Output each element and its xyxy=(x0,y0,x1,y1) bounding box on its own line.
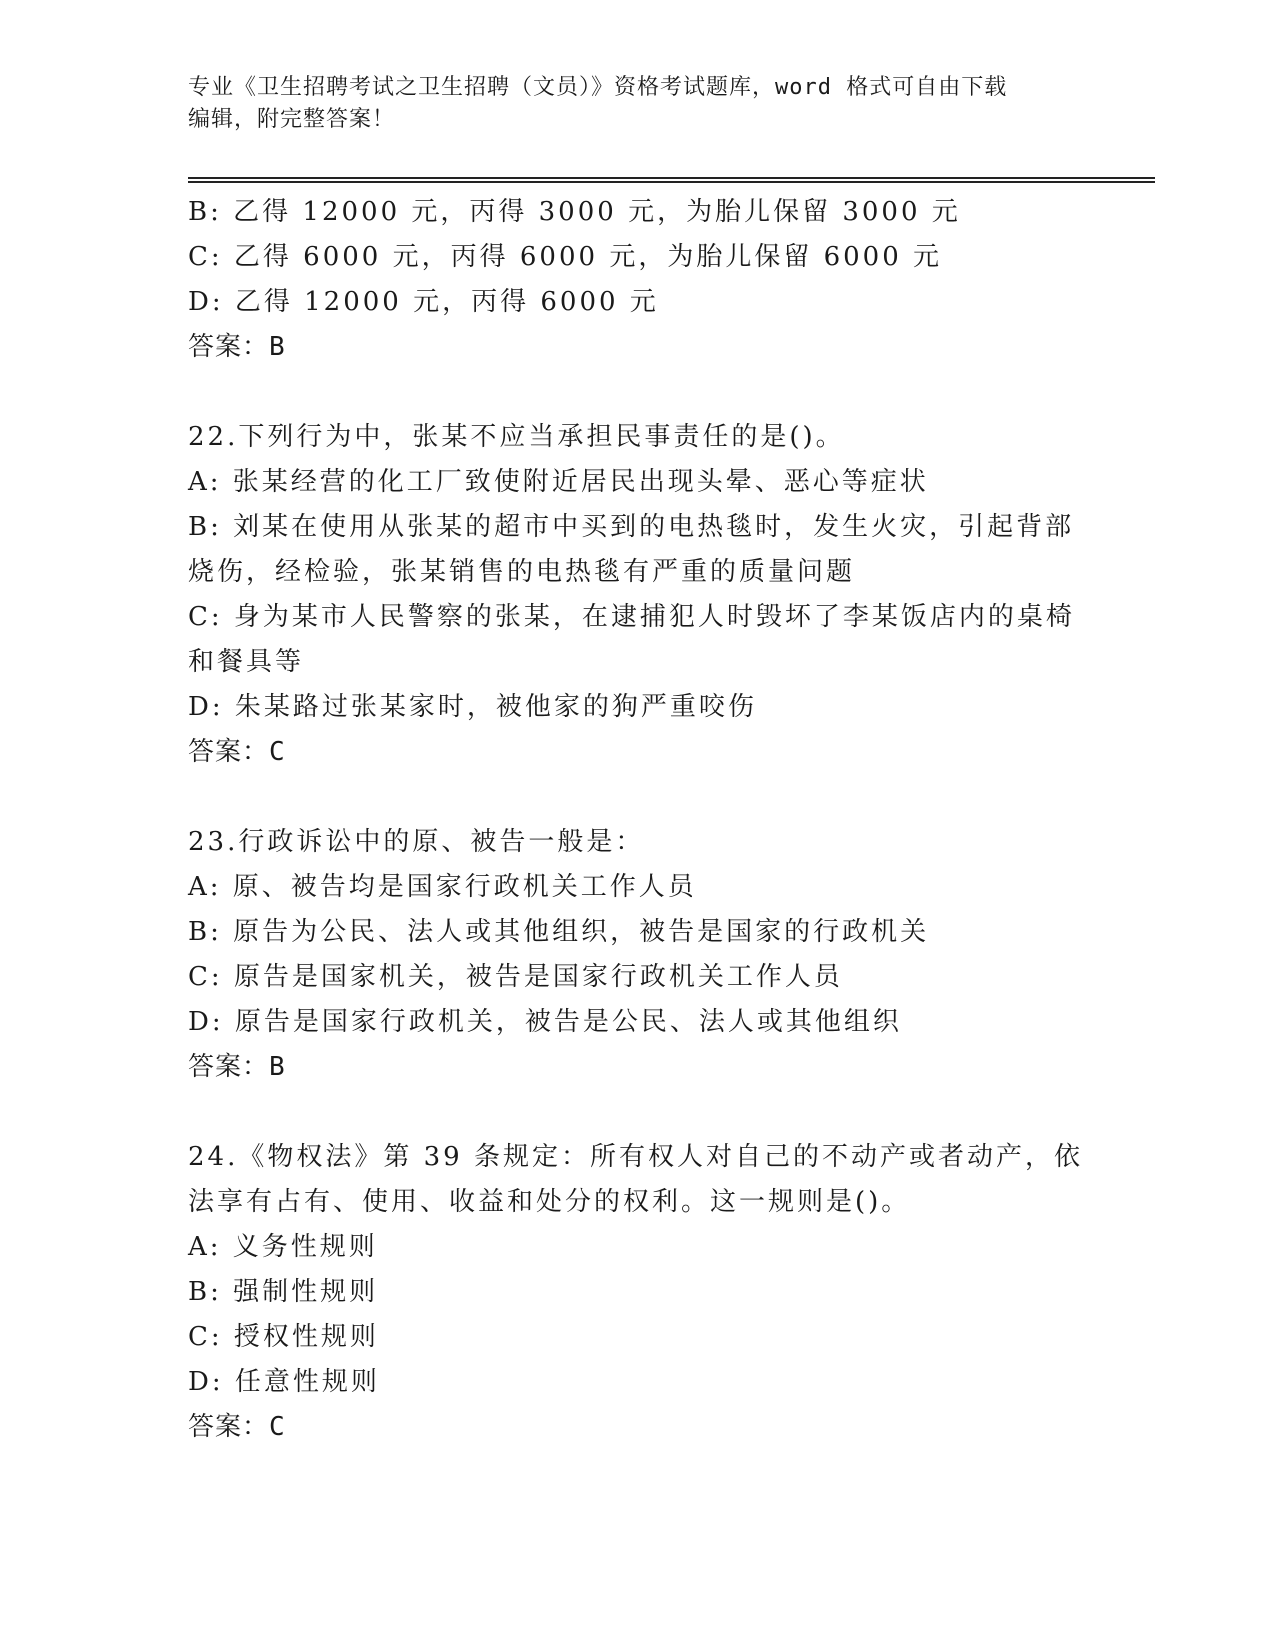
q21-option-d: D: 乙得 12000 元，丙得 6000 元 xyxy=(188,287,659,317)
question-23 xyxy=(188,820,1088,1090)
q22-option-b-line-2: 烧伤，经检验，张某销售的电热毯有严重的质量问题 xyxy=(188,557,856,587)
q23-option-b: B: 原告为公民、法人或其他组织，被告是国家的行政机关 xyxy=(188,917,930,947)
header-line-2: 编辑，附完整答案！ xyxy=(188,107,396,132)
q24-answer: 答案：C xyxy=(188,1412,286,1442)
header-divider-top xyxy=(188,177,1155,179)
q24-option-d: D: 任意性规则 xyxy=(188,1367,380,1397)
q21-answer: 答案：B xyxy=(188,332,286,362)
q21-option-b: B: 乙得 12000 元，丙得 3000 元，为胎儿保留 3000 元 xyxy=(188,197,961,227)
question-21 xyxy=(188,190,1088,370)
document-header xyxy=(188,72,1088,136)
q22-answer: 答案：C xyxy=(188,737,286,767)
q24-option-c: C: 授权性规则 xyxy=(188,1322,379,1352)
q23-option-c: C: 原告是国家机关，被告是国家行政机关工作人员 xyxy=(188,962,843,992)
q22-option-d: D: 朱某路过张某家时，被他家的狗严重咬伤 xyxy=(188,692,757,722)
header-line-1: 专业《卫生招聘考试之卫生招聘（文员）》资格考试题库，word 格式可自由下载 xyxy=(188,75,1008,100)
q23-answer: 答案：B xyxy=(188,1052,286,1082)
q24-option-b: B: 强制性规则 xyxy=(188,1277,379,1307)
header-divider-bottom xyxy=(188,181,1155,183)
q22-option-a: A: 张某经营的化工厂致使附近居民出现头晕、恶心等症状 xyxy=(188,467,929,497)
q23-stem: 23.行政诉讼中的原、被告一般是： xyxy=(188,827,645,857)
q23-option-d: D: 原告是国家行政机关，被告是公民、法人或其他组织 xyxy=(188,1007,902,1037)
q24-stem-line-1: 24.《物权法》第 39 条规定：所有权人对自己的不动产或者动产，依 xyxy=(188,1142,1083,1172)
q24-option-a: A: 义务性规则 xyxy=(188,1232,378,1262)
q22-option-c-line-1: C: 身为某市人民警察的张某，在逮捕犯人时毁坏了李某饭店内的桌椅 xyxy=(188,602,1075,632)
question-22 xyxy=(188,415,1088,775)
q23-option-a: A: 原、被告均是国家行政机关工作人员 xyxy=(188,872,697,902)
q24-stem-line-2: 法享有占有、使用、收益和处分的权利。这一规则是()。 xyxy=(188,1187,911,1217)
document-body xyxy=(188,190,1088,1450)
q21-option-c: C: 乙得 6000 元，丙得 6000 元，为胎儿保留 6000 元 xyxy=(188,242,943,272)
question-24 xyxy=(188,1135,1088,1450)
q22-stem: 22.下列行为中，张某不应当承担民事责任的是()。 xyxy=(188,422,845,452)
q22-option-b-line-1: B: 刘某在使用从张某的超市中买到的电热毯时，发生火灾，引起背部 xyxy=(188,512,1075,542)
q22-option-c-line-2: 和餐具等 xyxy=(188,647,305,677)
